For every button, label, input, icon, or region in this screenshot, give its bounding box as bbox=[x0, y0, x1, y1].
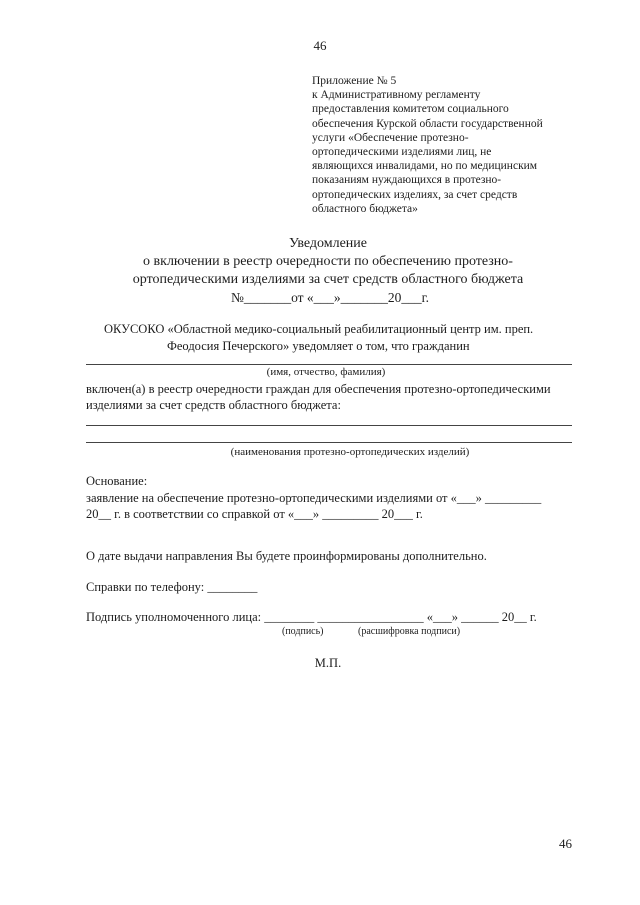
appendix-line: к Административному регламенту bbox=[312, 89, 481, 102]
page-number-top: 46 bbox=[313, 38, 327, 53]
signature-caption: (подпись) bbox=[282, 626, 324, 637]
org-line1: ОКУСОКО «Областной медико-социальный реабилитационный центр им. преп. bbox=[104, 322, 534, 336]
included-line2: изделиями за счет средств областного бюджета: bbox=[86, 398, 341, 412]
notice-number-line: №_______от «___»_______20___г. bbox=[230, 290, 430, 305]
notice-title: Уведомление bbox=[288, 236, 367, 251]
appendix-line: областного бюджета» bbox=[312, 202, 418, 215]
items-line-2 bbox=[86, 442, 572, 443]
citizen-name-line bbox=[86, 364, 572, 365]
notice-subtitle-line2: ортопедическими изделиями за счет средств областного бюджета bbox=[132, 272, 524, 287]
appendix-line: услуги «Обеспечение протезно- bbox=[312, 131, 469, 144]
items-line-1 bbox=[86, 425, 572, 426]
name-caption: (имя, отчество, фамилия) bbox=[266, 366, 386, 378]
appendix-line: Приложение № 5 bbox=[312, 75, 397, 87]
basis-line1: заявление на обеспечение протезно-ортопедическими изделиями от «___» _________ bbox=[86, 491, 542, 505]
basis-line2: 20__ г. в соответствии со справкой от «___» _________ 20___ г. bbox=[86, 507, 423, 521]
decoding-caption: (расшифровка подписи) bbox=[358, 626, 461, 637]
phone-line: Справки по телефону: ________ bbox=[86, 580, 258, 594]
issue-date-note: О дате выдачи направления Вы будете проинформированы дополнительно. bbox=[86, 549, 487, 563]
items-caption: (наименования протезно-ортопедических изделий) bbox=[230, 446, 470, 458]
appendix-line: обеспечения Курской области государственной bbox=[312, 117, 543, 130]
org-line2: Феодосия Печерского» уведомляет о том, что гражданин bbox=[167, 339, 470, 353]
notice-subtitle-line1: о включении в реестр очередности по обеспечению протезно- bbox=[143, 254, 513, 269]
appendix-line: показаниям нуждающихся в протезно- bbox=[312, 174, 502, 187]
appendix-line: предоставления комитетом социального bbox=[312, 103, 509, 116]
appendix-line: являющихся инвалидами, но по медицинским bbox=[312, 160, 538, 173]
appendix-line: ортопедических изделиях, за счет средств bbox=[312, 188, 518, 201]
page-number-bottom: 46 bbox=[559, 836, 572, 851]
basis-label: Основание: bbox=[86, 474, 148, 488]
included-line1: включен(а) в реестр очередности граждан для обеспечения протезно-ортопедическими bbox=[86, 382, 551, 396]
appendix-header bbox=[312, 74, 592, 216]
signature-line: Подпись уполномоченного лица: ________ _________________ «___» ______ 20__ г. bbox=[86, 610, 537, 624]
appendix-line: ортопедическими изделиями лиц, не bbox=[312, 146, 492, 159]
stamp-mark: М.П. bbox=[314, 656, 342, 670]
